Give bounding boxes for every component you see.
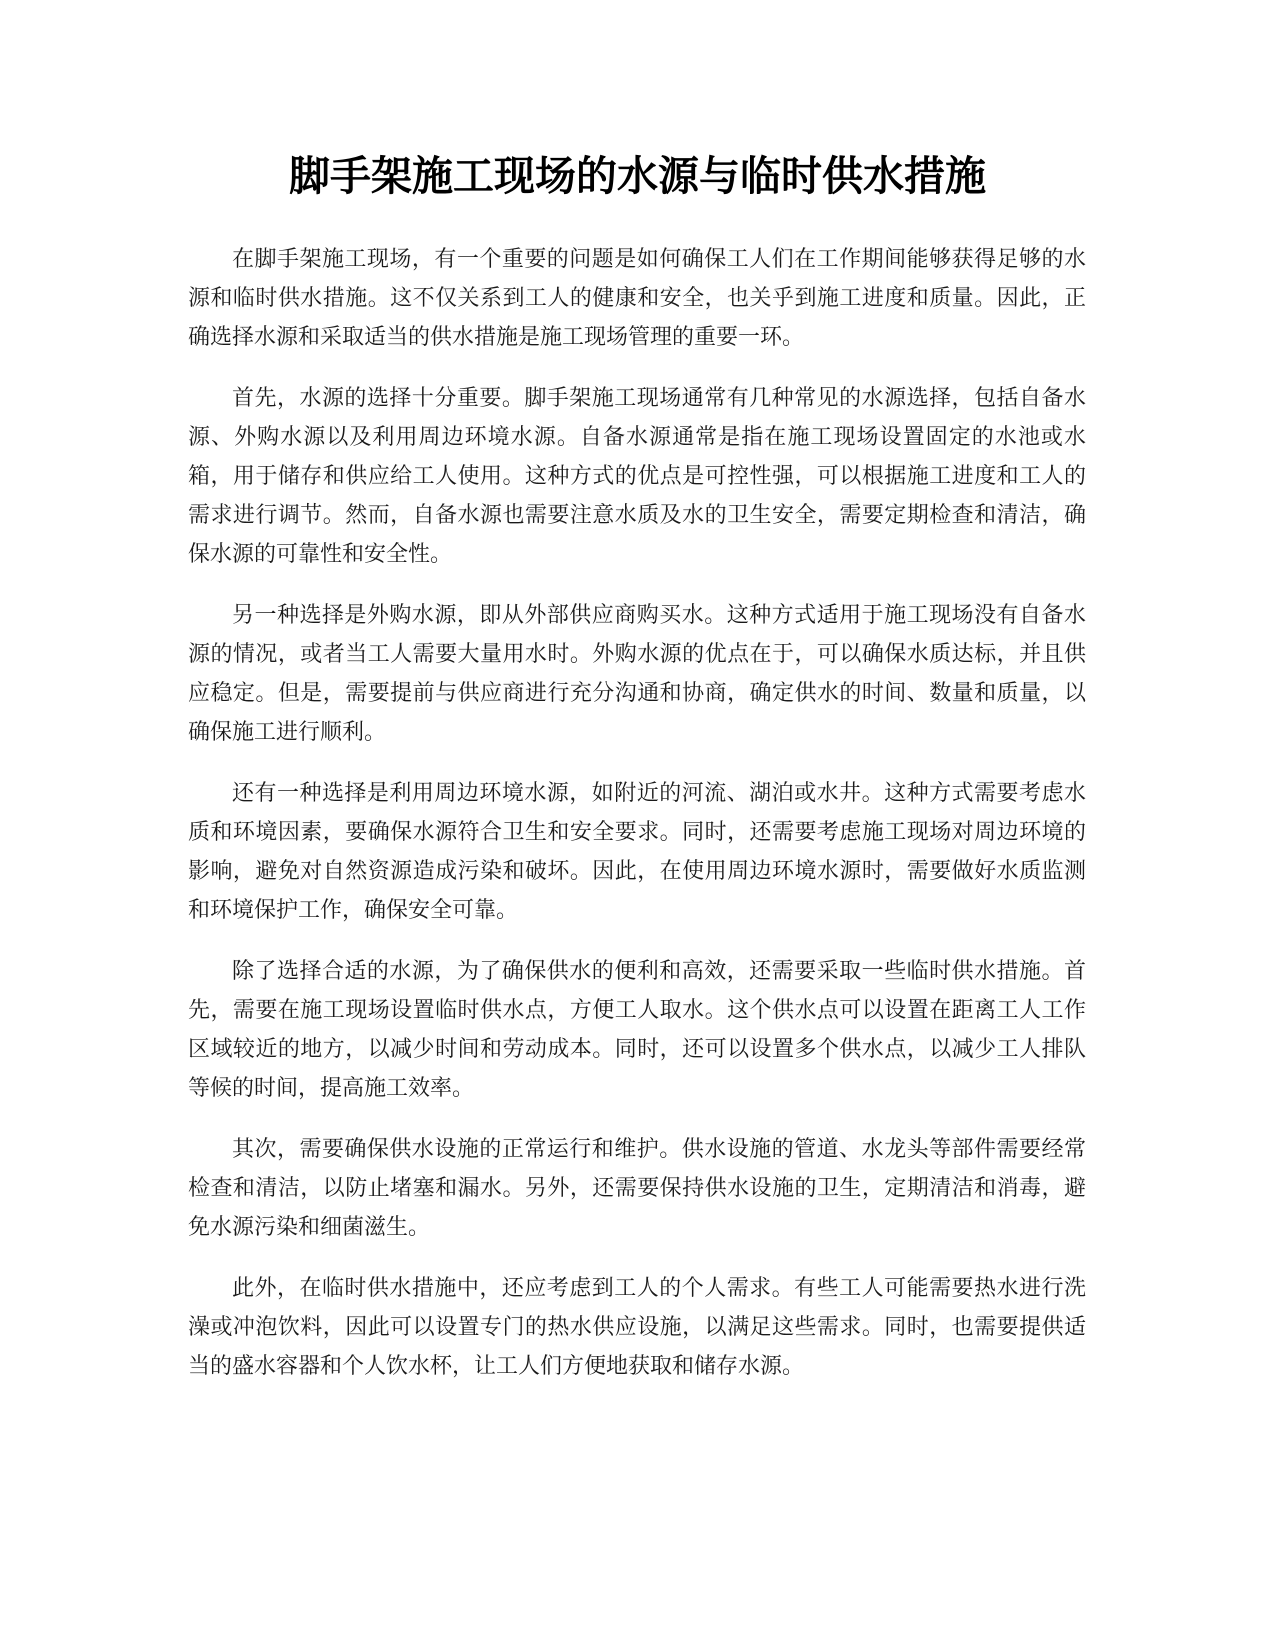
paragraph: 其次，需要确保供水设施的正常运行和维护。供水设施的管道、水龙头等部件需要经常检查和清洁，以防止堵塞和漏水。另外，还需要保持供水设施的卫生，定期清洁和消毒，避免水源污染和细菌滋生。: [188, 1137, 1086, 1240]
paragraph: 首先，水源的选择十分重要。脚手架施工现场通常有几种常见的水源选择，包括自备水源、外购水源以及利用周边环境水源。自备水源通常是指在施工现场设置固定的水池或水箱，用于储存和供应给工人使用。这种方式的优点是可控性强，可以根据施工进度和工人的需求进行调节。然而，自备水源也需要注意水质及水的卫生安全，需要定期检查和清洁，确保水源的可靠性和安全性。: [188, 386, 1086, 567]
document-body: [188, 240, 1086, 1408]
paragraph: 在脚手架施工现场，有一个重要的问题是如何确保工人们在工作期间能够获得足够的水源和临时供水措施。这不仅关系到工人的健康和安全，也关乎到施工进度和质量。因此，正确选择水源和采取适当的供水措施是施工现场管理的重要一环。: [188, 247, 1086, 350]
paragraph: 另一种选择是外购水源，即从外部供应商购买水。这种方式适用于施工现场没有自备水源的情况，或者当工人需要大量用水时。外购水源的优点在于，可以确保水质达标，并且供应稳定。但是，需要提前与供应商进行充分沟通和协商，确定供水的时间、数量和质量，以确保施工进行顺利。: [188, 603, 1086, 745]
document-title: 脚手架施工现场的水源与临时供水措施: [289, 152, 986, 200]
paragraph: 还有一种选择是利用周边环境水源，如附近的河流、湖泊或水井。这种方式需要考虑水质和环境因素，要确保水源符合卫生和安全要求。同时，还需要考虑施工现场对周边环境的影响，避免对自然资源造成污染和破坏。因此，在使用周边环境水源时，需要做好水质监测和环境保护工作，确保安全可靠。: [188, 781, 1086, 923]
paragraph: 除了选择合适的水源，为了确保供水的便利和高效，还需要采取一些临时供水措施。首先，需要在施工现场设置临时供水点，方便工人取水。这个供水点可以设置在距离工人工作区域较近的地方，以减少时间和劳动成本。同时，还可以设置多个供水点，以减少工人排队等候的时间，提高施工效率。: [188, 959, 1086, 1101]
paragraph: 此外，在临时供水措施中，还应考虑到工人的个人需求。有些工人可能需要热水进行洗澡或冲泡饮料，因此可以设置专门的热水供应设施，以满足这些需求。同时，也需要提供适当的盛水容器和个人饮水杯，让工人们方便地获取和储存水源。: [188, 1276, 1086, 1379]
